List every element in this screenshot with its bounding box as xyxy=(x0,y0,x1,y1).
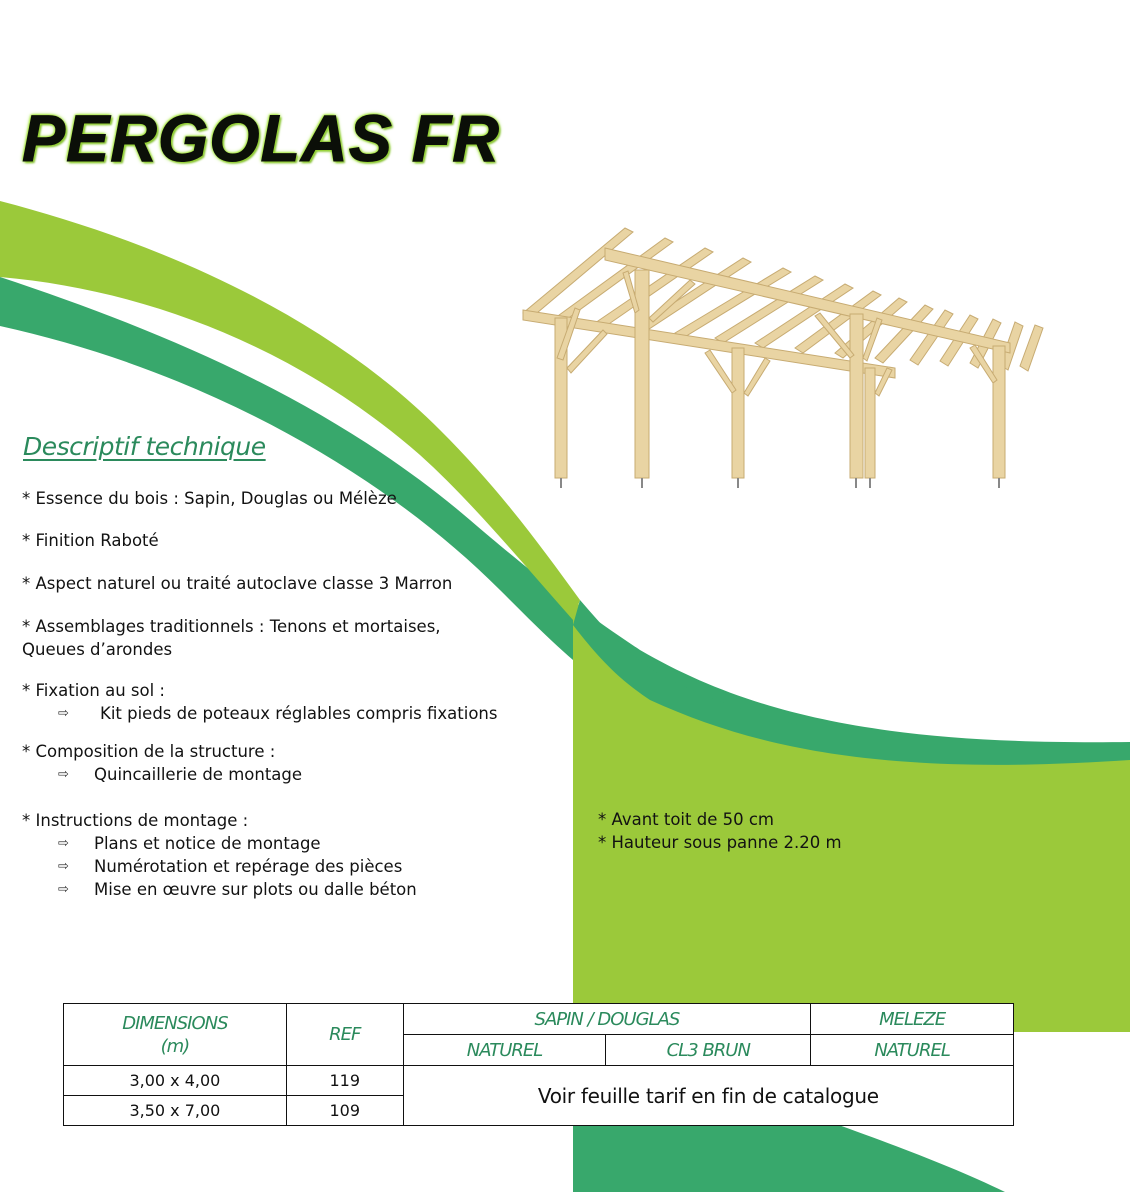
spec-text: * Aspect naturel ou traité autoclave classe 3 Marron xyxy=(22,574,453,593)
spec-text: * Composition de la structure : xyxy=(22,742,276,761)
header-meleze: MELEZE xyxy=(811,1004,1014,1035)
spec-text: * Essence du bois : Sapin, Douglas ou Mélèze xyxy=(22,489,397,508)
extra-spec-overhang: * Avant toit de 50 cm xyxy=(598,810,774,829)
arrow-right-icon: ⇨ xyxy=(58,836,69,851)
header-sapin-douglas: SAPIN / DOUGLAS xyxy=(403,1004,811,1035)
post xyxy=(732,348,744,478)
post xyxy=(635,270,649,478)
spec-subitem xyxy=(22,832,417,855)
extra-spec-height: * Hauteur sous panne 2.20 m xyxy=(598,833,842,852)
table-header-row xyxy=(64,1004,1014,1035)
section-heading: Descriptif technique xyxy=(23,432,266,461)
post-feet xyxy=(561,478,999,488)
header-dimensions xyxy=(64,1004,287,1066)
subheader-meleze-naturel: NATUREL xyxy=(811,1035,1014,1066)
cell-dimensions: 3,50 x 7,00 xyxy=(64,1096,287,1126)
table-row xyxy=(64,1066,1014,1096)
spec-subitem-text: Quincaillerie de montage xyxy=(94,765,303,784)
spec-subitem-text: Plans et notice de montage xyxy=(94,834,321,853)
spec-text: * Instructions de montage : xyxy=(22,811,249,830)
extra-specs xyxy=(598,808,842,854)
arrow-right-icon: ⇨ xyxy=(58,859,69,874)
cell-dimensions: 3,00 x 4,00 xyxy=(64,1066,287,1096)
arrow-right-icon: ⇨ xyxy=(58,882,69,897)
spec-subitem xyxy=(22,855,417,878)
spec-item-ground-fixing xyxy=(22,679,497,725)
cell-ref: 109 xyxy=(286,1096,403,1126)
post xyxy=(865,368,875,478)
spec-text: * Assemblages traditionnels : Tenons et mortaises, xyxy=(22,617,441,636)
cell-ref: 119 xyxy=(286,1066,403,1096)
spec-item-instructions xyxy=(22,809,417,901)
post xyxy=(850,314,863,478)
subheader-naturel: NATUREL xyxy=(403,1035,606,1066)
spec-item-structure xyxy=(22,740,302,786)
spec-subitem-text: Numérotation et repérage des pièces xyxy=(94,857,403,876)
pergola-illustration xyxy=(515,218,1055,493)
dark-green-base xyxy=(573,1120,1005,1192)
spec-subitem xyxy=(22,763,302,786)
post xyxy=(993,346,1005,478)
spec-text: * Finition Raboté xyxy=(22,531,159,550)
spec-item-assembly xyxy=(22,615,441,661)
spec-subitem xyxy=(22,878,417,901)
dimensions-table xyxy=(63,1003,1014,1126)
header-ref: REF xyxy=(286,1004,403,1066)
spec-item-aspect xyxy=(22,572,452,595)
arrow-right-icon: ⇨ xyxy=(58,706,69,721)
spec-subitem-text: Mise en œuvre sur plots ou dalle béton xyxy=(94,880,417,899)
spec-text-continuation: Queues d’arondes xyxy=(22,640,173,659)
header-dimensions-label: DIMENSIONS xyxy=(122,1012,228,1034)
price-note: Voir feuille tarif en fin de catalogue xyxy=(403,1066,1013,1126)
spec-text: * Fixation au sol : xyxy=(22,681,165,700)
arrow-right-icon: ⇨ xyxy=(58,767,69,782)
spec-item-wood-species xyxy=(22,487,397,510)
subheader-cl3-brun: CL3 BRUN xyxy=(606,1035,811,1066)
spec-subitem xyxy=(22,702,497,725)
spec-item-finish xyxy=(22,529,159,552)
spec-subitem-text: Kit pieds de poteaux réglables compris fixations xyxy=(100,704,498,723)
header-dimensions-unit: (m) xyxy=(160,1035,190,1057)
page-title: PERGOLAS FR xyxy=(22,101,500,175)
